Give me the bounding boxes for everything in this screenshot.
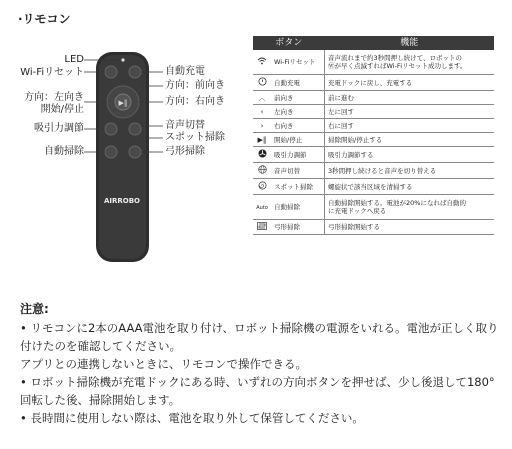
globe-icon [253, 163, 271, 179]
row-function: 右に回す [325, 119, 495, 133]
table-row [253, 133, 494, 147]
arrow-left-icon: ‹ [253, 105, 271, 119]
callout-right: 方向：右向き [165, 96, 225, 107]
row-function: 前に進む [325, 91, 495, 105]
table-row [253, 147, 494, 163]
callout-led: LED [64, 54, 84, 65]
row-name: 自動掃除 [271, 195, 325, 220]
row-name: 音声切替 [271, 163, 325, 179]
row-name: 自動充電 [271, 75, 325, 91]
row-name: 右向き [271, 119, 325, 133]
led-indicator [121, 58, 124, 61]
table-row [253, 91, 494, 105]
row-name: 左向き [271, 105, 325, 119]
notes-title: 注意: [20, 302, 49, 316]
wifi-icon [253, 50, 271, 75]
callout-forward: 方向：前向き [165, 80, 225, 91]
row-name: 前向き [271, 91, 325, 105]
note-item: • リモコンに2本のAAA電池を取り付け、ロボット掃除機の電源をいれる。電池が正しく取り付けたのを確認してください。 [20, 321, 499, 353]
callout-voice-toggle: 音声切替 [165, 120, 205, 131]
table-row [253, 105, 494, 119]
note-item: • ロボット掃除機が充電ドックにある時、いずれの方向ボタンを押せば、少し後退して180°回転した後、掃除開始します。 [20, 375, 495, 407]
table-row [253, 75, 494, 91]
row-function: 充電ドックに戻し、充電する [325, 75, 495, 91]
header-button: ボタン [253, 36, 325, 50]
row-name: 吸引力調節 [271, 147, 325, 163]
notes-section [20, 300, 500, 427]
callout-left: 方向：左向き [24, 92, 84, 103]
svg-text:▶‖: ▶‖ [118, 99, 128, 107]
auto-icon [253, 195, 271, 220]
zigzag-button [129, 146, 141, 158]
auto-icon-text: Auto [256, 204, 268, 211]
row-function: 3秒間押し続けると音声を切り替える [325, 163, 495, 179]
table-row [253, 179, 494, 195]
callout-auto-clean: 自動掃除 [44, 146, 84, 157]
callout-suction: 吸引力調節 [34, 123, 84, 134]
fan-icon [253, 147, 271, 163]
voice-button [129, 123, 141, 135]
callout-start-pause: 開始/停止 [40, 104, 84, 115]
note-item: アプリとの連携しないときに、リモコンで操作できる。 [20, 357, 308, 371]
callout-wifi-reset: Wi-Fiリセット [20, 67, 84, 78]
arrow-right-icon: › [253, 119, 271, 133]
row-function: 掃除開始/停止する [325, 133, 495, 147]
row-function: 自動掃除開始する。電池が20%になれば自動的 に充電ドックへ戻る [325, 195, 495, 220]
row-function: 吸引力調節する [325, 147, 495, 163]
row-function: 左に回す [325, 105, 495, 119]
table-row [253, 220, 494, 235]
arrow-up-icon: ︿ [253, 91, 271, 105]
callout-auto-charge: 自動充電 [165, 66, 205, 77]
table-row [253, 50, 494, 75]
play-pause-icon: ▶‖ [253, 133, 271, 147]
dock-icon [253, 75, 271, 91]
suction-button [105, 123, 117, 135]
spot-icon [253, 179, 271, 195]
table-row [253, 119, 494, 133]
header-function: 機能 [325, 36, 495, 50]
row-name: スポット掃除 [271, 179, 325, 195]
dock-button [129, 66, 141, 78]
row-function: 音声流れまで約3秒間押し続けて、ロボットの Ⓦが早く点滅すればWi-Fiリセット成功します。 [325, 50, 495, 75]
callout-zigzag-clean: 弓形掃除 [165, 146, 205, 157]
row-function: 弓形掃除開始する [325, 220, 495, 235]
row-function: 螺旋状で該当区域を清掃する [325, 179, 495, 195]
callout-spot-clean: スポット掃除 [165, 132, 225, 143]
remote-diagram [0, 30, 250, 280]
table-row [253, 163, 494, 179]
wifi-button [105, 66, 117, 78]
zigzag-icon [253, 220, 271, 235]
button-function-table [253, 36, 494, 235]
table-row [253, 195, 494, 220]
section-title: ·リモコン [18, 12, 71, 26]
row-name: 弓形掃除 [271, 220, 325, 235]
row-name: 開始/停止 [271, 133, 325, 147]
note-item: • 長時間に使用しない際は、電池を取り外して保管してください。 [20, 411, 364, 425]
row-name: Wi-Fiリセット [271, 50, 325, 75]
remote-brand: AIRROBO [103, 197, 141, 205]
auto-button [105, 146, 117, 158]
